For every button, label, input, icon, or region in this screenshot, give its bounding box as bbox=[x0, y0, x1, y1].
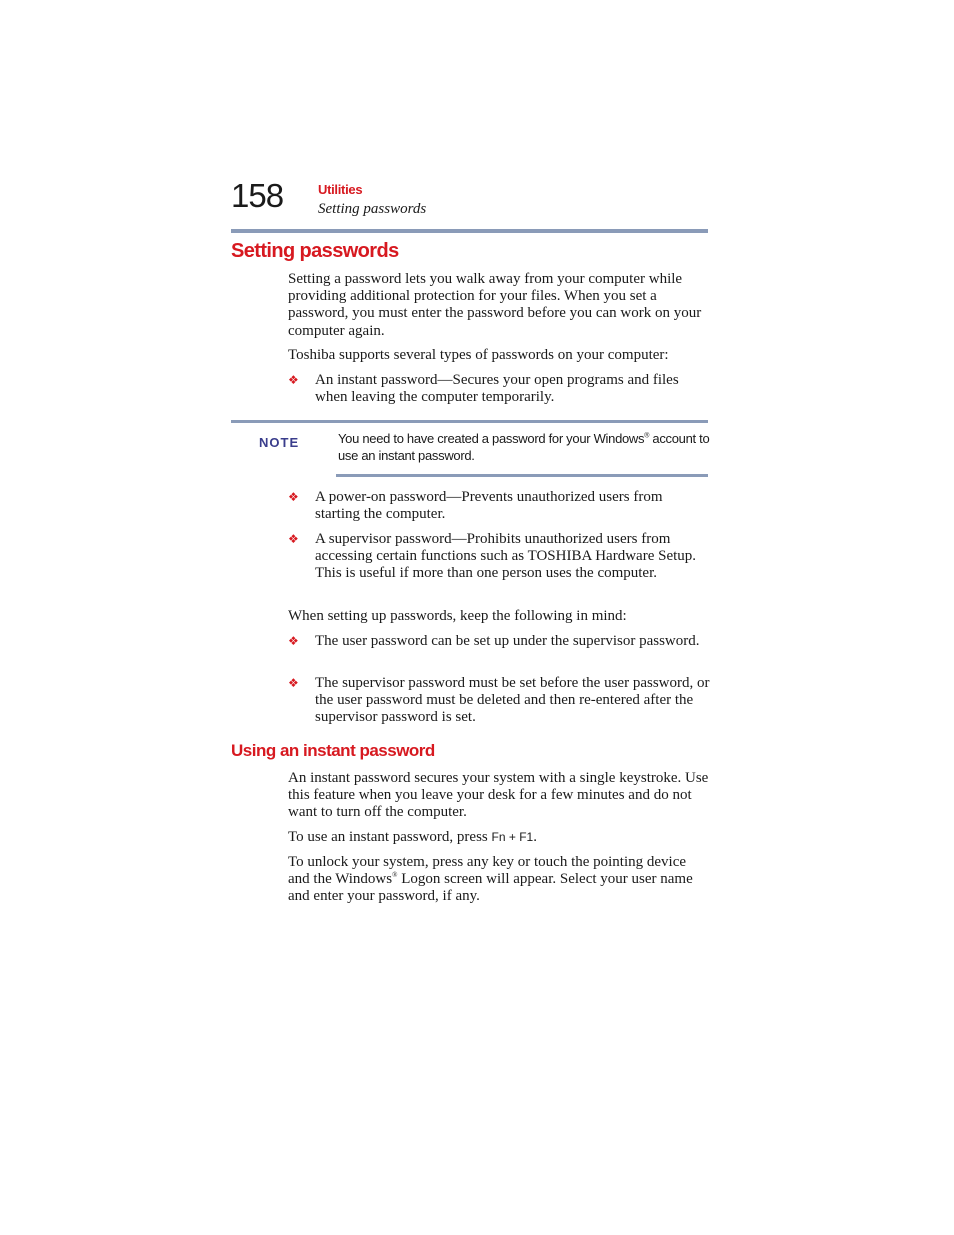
note-divider-bottom bbox=[336, 474, 708, 477]
keep-in-mind-paragraph: When setting up passwords, keep the following in mind: bbox=[288, 608, 627, 624]
bullet-icon: ❖ bbox=[288, 676, 299, 690]
list-item-text: The supervisor password must be set before the user password, or the user password must be deleted and then re-entered after the supervisor password is set. bbox=[315, 675, 710, 726]
supports-paragraph: Toshiba supports several types of passwords on your computer: bbox=[288, 347, 669, 363]
list-item-text: An instant password—Secures your open programs and files when leaving the computer temporarily. bbox=[315, 372, 679, 406]
note-divider-top bbox=[231, 420, 708, 423]
bullet-icon: ❖ bbox=[288, 532, 299, 546]
running-head: Setting passwords bbox=[318, 201, 427, 217]
instant-unlock-paragraph: To unlock your system, press any key or touch the pointing device and the Windows® Logon screen will appear. Select your user name and enter your password, if any. bbox=[288, 854, 693, 905]
bullet-icon: ❖ bbox=[288, 634, 299, 648]
list-item-text: The user password can be set up under the supervisor password. bbox=[315, 633, 700, 649]
key-combo: Fn + F1 bbox=[491, 830, 534, 844]
intro-paragraph: Setting a password lets you walk away from your computer while providing additional protection for your files. When you set a password, you must enter the password before you can work on your computer again. bbox=[288, 271, 702, 339]
note-icon: NOTE bbox=[259, 435, 300, 450]
page-number: 158 bbox=[231, 177, 284, 214]
header-divider bbox=[231, 229, 708, 233]
registered-mark: ® bbox=[644, 432, 650, 440]
list-item-text: A power-on password—Prevents unauthorized users from starting the computer. bbox=[315, 489, 663, 523]
list-item-text: A supervisor password—Prohibits unauthorized users from accessing certain functions such as TOSHIBA Hardware Setup. This is useful if more than one person uses the computer. bbox=[315, 531, 697, 582]
section-label: Utilities bbox=[318, 182, 363, 197]
bullet-icon: ❖ bbox=[288, 490, 299, 504]
registered-mark: ® bbox=[392, 871, 398, 880]
subsection-title: Using an instant password bbox=[231, 741, 435, 760]
instant-intro-paragraph: An instant password secures your system with a single keystroke. Use this feature when you leave your desk for a few minutes and do not want to turn off the computer. bbox=[288, 770, 709, 821]
note-text: You need to have created a password for your Windows® account to use an instant password. bbox=[338, 431, 710, 463]
page-title: Setting passwords bbox=[231, 240, 399, 262]
bullet-icon: ❖ bbox=[288, 373, 299, 387]
instant-press-paragraph: To use an instant password, press Fn + F1. bbox=[288, 829, 537, 845]
